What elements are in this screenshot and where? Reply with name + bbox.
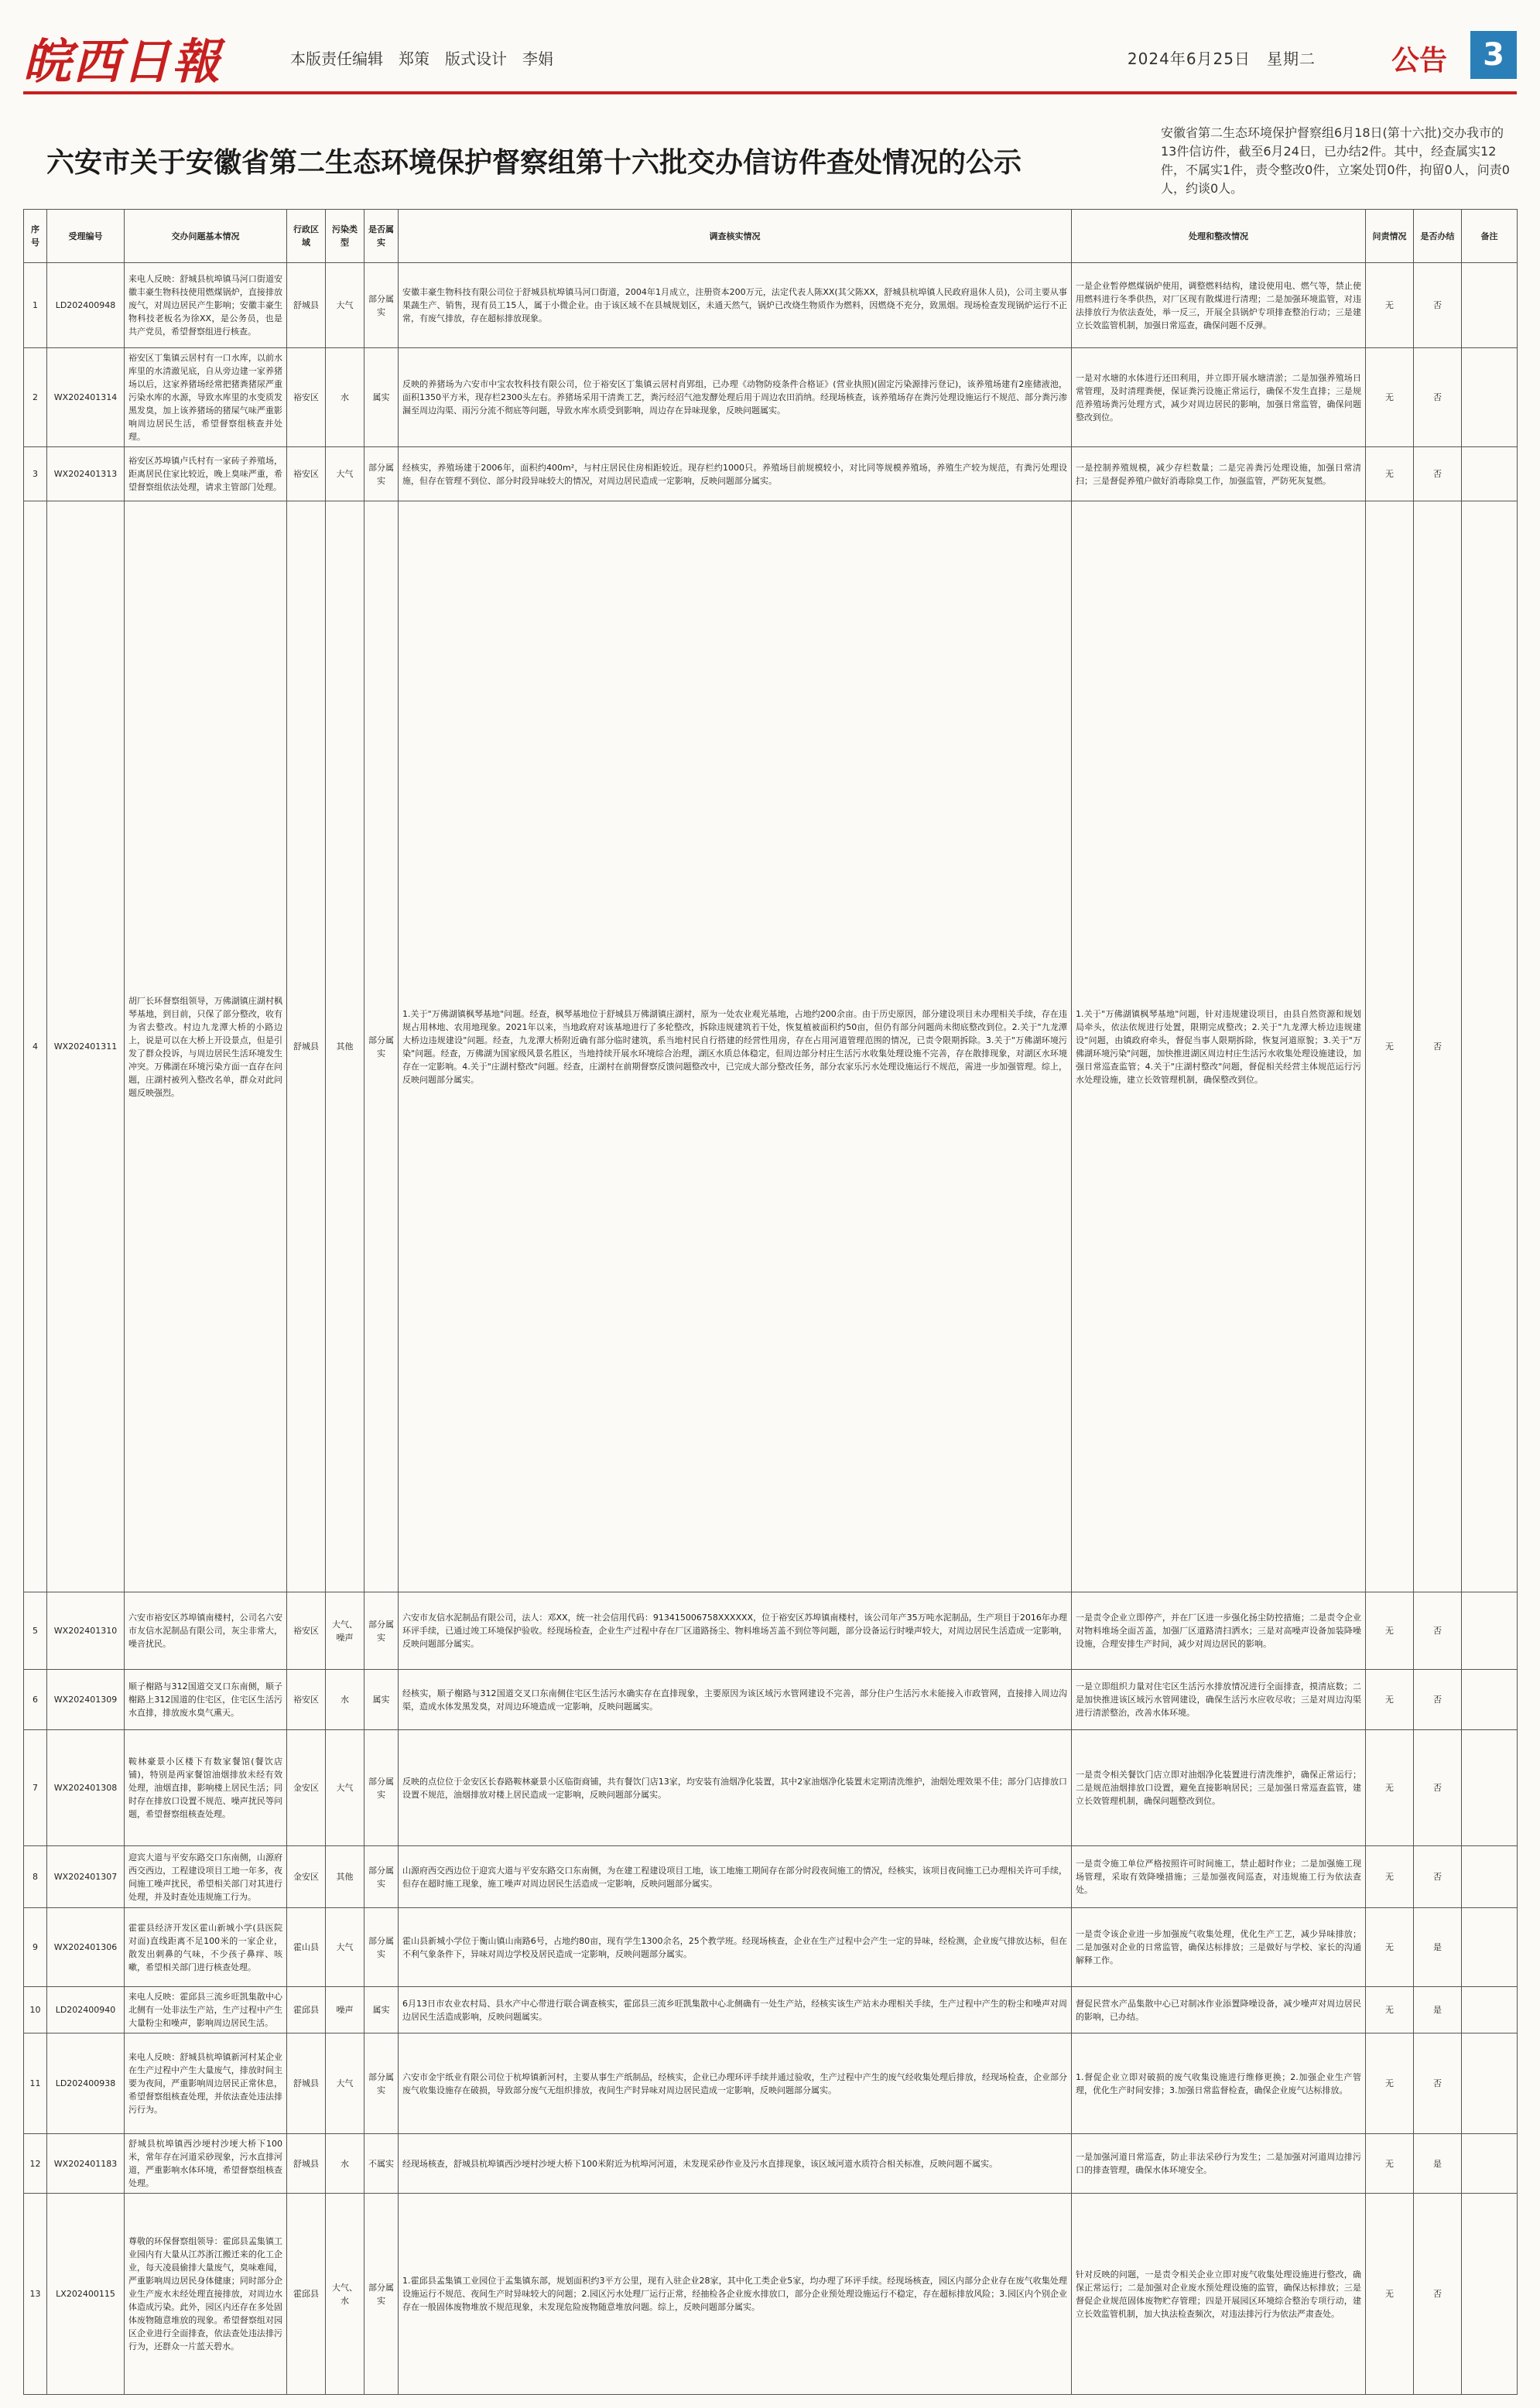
cell-pollution: 大气 [326,447,364,501]
table-row [24,1987,1518,2033]
cell-done: 是 [1414,1987,1462,2033]
complaints-table [23,209,1518,2395]
cell-pollution: 大气 [326,1908,364,1987]
cell-remark [1462,263,1518,348]
cell-no: 11 [24,2033,47,2134]
cell-done: 否 [1414,2194,1462,2395]
cell-accountability: 无 [1366,2134,1414,2194]
cell-accountability: 无 [1366,447,1414,501]
cell-pollution: 水 [326,1670,364,1730]
table-row [24,263,1518,348]
cell-no: 3 [24,447,47,501]
cell-problem: 胡厂长环督察组领导，万佛湖镇庄湖村枫琴基地，到目前，只保了部分整改，收有为省去整改。村边九龙潭大桥的小路边上，说是可以在大桥上开设景点，但是引发了群众投诉，与周边居民生活环境发生冲突。万佛湖在环境污染方面一直存在问题，庄湖村被列入整改名单，群众对此问题反映强烈。 [125,501,287,1592]
cell-truth: 部分属实 [364,2033,399,2134]
cell-action: 一是责令施工单位严格按照许可时间施工，禁止超时作业；二是加强施工现场管理，采取有效降噪措施；三是加强夜间巡查，对违规施工行为依法查处。 [1072,1846,1366,1908]
cell-investigation: 经核实，顺子榭路与312国道交叉口东南侧住宅区生活污水确实存在直排现象，主要原因为该区域污水管网建设不完善，部分住户生活污水未能接入市政管网，直接排入周边沟渠，造成水体发黑发臭，对周边环境造成一定影响，反映问题属实。 [399,1670,1072,1730]
cell-pollution: 水 [326,348,364,447]
newspaper-logo: 皖西日報 [23,33,222,90]
cell-done: 否 [1414,2033,1462,2134]
cell-truth: 不属实 [364,2134,399,2194]
cell-pollution: 其他 [326,501,364,1592]
cell-code: WX202401308 [47,1730,125,1846]
cell-done: 否 [1414,263,1462,348]
cell-code: LD202400938 [47,2033,125,2134]
table-row [24,1592,1518,1670]
cell-investigation: 霍山县新城小学位于衡山镇山南路6号，占地约80亩，现有学生1300余名，25个教学班。经现场核查，企业在生产过程中会产生一定的异味，经检测，企业废气排放达标，但在不利气象条件下，异味对周边学校及居民造成一定影响，反映问题部分属实。 [399,1908,1072,1987]
cell-remark [1462,447,1518,501]
cell-pollution: 大气 [326,2033,364,2134]
cell-no: 4 [24,501,47,1592]
cell-done: 否 [1414,501,1462,1592]
cell-investigation: 经现场核查，舒城县杭埠镇西沙埂村沙埂大桥下100米附近为杭埠河河道，未发现采砂作业及污水直排现象，该区域河道水质符合相关标准，反映问题不属实。 [399,2134,1072,2194]
cell-truth: 部分属实 [364,501,399,1592]
cell-accountability: 无 [1366,2033,1414,2134]
page-number-badge: 3 [1470,31,1517,79]
cell-truth: 部分属实 [364,1846,399,1908]
cell-code: LD202400940 [47,1987,125,2033]
cell-investigation: 山源府西交西边位于迎宾大道与平安东路交口东南侧，为在建工程建设项目工地，该工地施工期间存在部分时段夜间施工的情况，经核实，该项目夜间施工已办理相关许可手续，但存在超时施工现象，施工噪声对周边居民生活造成一定影响，反映问题部分属实。 [399,1846,1072,1908]
cell-truth: 部分属实 [364,1592,399,1670]
cell-investigation: 经核实，养殖场建于2006年，面积约400m²，与村庄居民住房相距较近。现存栏约1000只。养殖场目前规模较小，对比同等规模养殖场，养殖生产较为规范，有粪污处理设施，但存在管理不到位、部分时段异味较大的情况，对周边居民造成一定影响，反映问题部分属实。 [399,447,1072,501]
cell-district: 舒城县 [287,2033,326,2134]
col-header-action: 处理和整改情况 [1072,210,1366,263]
cell-truth: 部分属实 [364,2194,399,2395]
cell-accountability: 无 [1366,263,1414,348]
col-header-truth: 是否属实 [364,210,399,263]
cell-problem: 来电人反映：舒城县杭埠镇新河村某企业在生产过程中产生大量废气，排放时间主要为夜间，严重影响周边居民正常休息，希望督察组核查处理，并依法查处违法排污行为。 [125,2033,287,2134]
cell-truth: 属实 [364,348,399,447]
cell-no: 13 [24,2194,47,2395]
table-row [24,1730,1518,1846]
col-header-done: 是否办结 [1414,210,1462,263]
cell-done: 否 [1414,1592,1462,1670]
cell-pollution: 噪声 [326,1987,364,2033]
cell-remark [1462,1846,1518,1908]
cell-district: 霍邱县 [287,1987,326,2033]
cell-district: 霍山县 [287,1908,326,1987]
cell-investigation: 六安市友信水泥制品有限公司，法人：邓XX，统一社会信用代码：913415006758XXXXXX，位于裕安区苏埠镇南楼村，该公司年产35万吨水泥制品，生产项目于2016年办理环评手续，已通过竣工环境保护验收。经现场检查，企业生产过程中存在厂区道路扬尘、物料堆场苫盖不到位等问题，部分设备运行时噪声较大，对周边居民生活造成一定影响，反映问题部分属实。 [399,1592,1072,1670]
cell-action: 针对反映的问题，一是责令相关企业立即对废气收集处理设施进行整改，确保正常运行；二是加强对企业废水预处理设施的监管，确保达标排放；三是督促企业规范固体废物贮存管理；四是开展园区环境综合整治专项行动，建立长效监管机制，加大执法检查频次，对违法排污行为依法严肃查处。 [1072,2194,1366,2395]
cell-district: 舒城县 [287,2134,326,2194]
cell-accountability: 无 [1366,1846,1414,1908]
cell-remark [1462,501,1518,1592]
cell-code: WX202401313 [47,447,125,501]
cell-action: 一是立即组织力量对住宅区生活污水排放情况进行全面排查，摸清底数；二是加快推进该区域污水管网建设，确保生活污水应收尽收；三是对周边沟渠进行清淤整治，改善水体环境。 [1072,1670,1366,1730]
cell-investigation: 反映的点位位于金安区长春路鞍林豪景小区临街商铺，共有餐饮门店13家，均安装有油烟净化装置，其中2家油烟净化装置未定期清洗维护，油烟处理效果不佳；部分门店排放口设置不规范，油烟排放对楼上居民造成一定影响，反映问题部分属实。 [399,1730,1072,1846]
cell-problem: 舒城县杭埠镇西沙埂村沙埂大桥下100米，常年存在河道采砂现象，污水直排河道，严重影响水体环境，希望督察组核查处理。 [125,2134,287,2194]
table-row [24,1670,1518,1730]
cell-problem: 来电人反映：舒城县杭埠镇马河口街道安徽丰豪生物科技使用燃煤锅炉，直接排放废气，对周边居民产生影响；安徽丰豪生物科技老板名为徐XX，是公务员，也是共产党员，希望督察组进行核查。 [125,263,287,348]
cell-investigation: 安徽丰豪生物科技有限公司位于舒城县杭埠镇马河口街道，2004年1月成立，注册资本200万元，法定代表人陈XX(其父陈XX，舒城县杭埠镇人民政府退休人员)，公司主要从事果蔬生产、销售，现有员工15人，属于小微企业。由于该区域不在县城规划区，未通天然气，锅炉已改烧生物质作为燃料，因燃烧不充分，致黑烟。现场检查发现锅炉运行不正常，有废气排放，存在超标排放现象。 [399,263,1072,348]
cell-code: LD202400948 [47,263,125,348]
cell-pollution: 其他 [326,1846,364,1908]
cell-remark [1462,1908,1518,1987]
cell-done: 否 [1414,1730,1462,1846]
masthead-rule [23,91,1517,94]
table-row [24,2134,1518,2194]
cell-action: 督促民营水产品集散中心已对制冰作业添置降噪设备，减少噪声对周边居民的影响，已办结。 [1072,1987,1366,2033]
cell-done: 否 [1414,1846,1462,1908]
cell-no: 7 [24,1730,47,1846]
cell-remark [1462,2194,1518,2395]
cell-investigation: 反映的养猪场为六安市中宝农牧科技有限公司，位于裕安区丁集镇云居村肖郢组，已办理《动物防疫条件合格证》(营业执照)(固定污染源排污登记)，该养殖场建有2座储液池，面积1350平方米，现存栏2300头左右。养猪场采用干清粪工艺，粪污经沼气池发酵处理后用于周边农田消纳。经现场核查，该养殖场存在粪污处理设施运行不规范、部分粪污渗漏至周边沟渠、雨污分流不彻底等问题，导致水库水质受到影响，周边存在异味现象，反映问题属实。 [399,348,1072,447]
cell-accountability: 无 [1366,1592,1414,1670]
cell-code: WX202401311 [47,501,125,1592]
cell-district: 裕安区 [287,447,326,501]
cell-accountability: 无 [1366,1730,1414,1846]
cell-code: WX202401309 [47,1670,125,1730]
table-row [24,2194,1518,2395]
cell-no: 8 [24,1846,47,1908]
cell-action: 一是加强河道日常巡查，防止非法采砂行为发生；二是加强对河道周边排污口的排查管理，确保水体环境安全。 [1072,2134,1366,2194]
cell-problem: 裕安区苏埠镇卢氏村有一家砖子养殖场，距离居民住家比较近，晚上臭味严重，希望督察组依法处理，请求主管部门处理。 [125,447,287,501]
col-header-accountability: 问责情况 [1366,210,1414,263]
table-row [24,447,1518,501]
cell-problem: 霍霍县经济开发区霍山新城小学(县医院对面)直线距离不足100米的一家企业，散发出刺鼻的气味，不少孩子鼻痒、咳嗽，希望相关部门进行核查处理。 [125,1908,287,1987]
table-row [24,1908,1518,1987]
cell-remark [1462,2134,1518,2194]
cell-no: 1 [24,263,47,348]
cell-problem: 鞍林豪景小区楼下有数家餐馆(餐饮店铺)，特别是两家餐馆油烟排放未经有效处理，油烟直排，影响楼上居民生活；同时存在排放口设置不规范、噪声扰民等问题，希望督察组核查处理。 [125,1730,287,1846]
cell-code: LX202400115 [47,2194,125,2395]
cell-code: WX202401314 [47,348,125,447]
col-header-pollution: 污染类型 [326,210,364,263]
cell-done: 是 [1414,2134,1462,2194]
cell-accountability: 无 [1366,2194,1414,2395]
cell-problem: 迎宾大道与平安东路交口东南侧，山源府西交西边，工程建设项目工地一年多，夜间施工噪声扰民，希望相关部门对其进行处理，并及时查处违规施工行为。 [125,1846,287,1908]
cell-pollution: 大气 [326,1730,364,1846]
cell-no: 6 [24,1670,47,1730]
cell-no: 9 [24,1908,47,1987]
cell-code: WX202401306 [47,1908,125,1987]
issue-date: 2024年6月25日 星期二 [1127,50,1316,68]
cell-district: 裕安区 [287,348,326,447]
cell-truth: 部分属实 [364,1730,399,1846]
cell-done: 是 [1414,1908,1462,1987]
cell-remark [1462,1730,1518,1846]
cell-no: 5 [24,1592,47,1670]
cell-investigation: 六安市金宇纸业有限公司位于杭埠镇新河村，主要从事生产纸制品，经核实，企业已办理环评手续并通过验收，生产过程中产生的废气经收集处理后排放，经现场检查，企业部分废气收集设施存在破损，导致部分废气无组织排放，夜间生产时异味对周边居民造成一定影响，反映问题部分属实。 [399,2033,1072,2134]
cell-pollution: 大气 [326,263,364,348]
col-header-problem: 交办问题基本情况 [125,210,287,263]
cell-district: 裕安区 [287,1670,326,1730]
article-intro: 安徽省第二生态环境保护督察组6月18日(第十六批)交办我市的13件信访件，截至6月24日，已办结2件。其中，经查属实12件，不属实1件，责令整改0件，立案处罚0件，拘留0人，问责0人，约谈0人。 [1161,125,1510,196]
cell-remark [1462,2033,1518,2134]
cell-problem: 尊敬的环保督察组领导：霍邱县孟集镇工业园内有大量从江苏浙江搬迁来的化工企业，每天凌晨偷排大量废气，臭味难闻，严重影响周边居民身体健康；同时部分企业生产废水未经处理直接排放，对周边水体造成污染。此外，园区内还存在多处固体废物随意堆放的现象。希望督察组对园区企业进行全面排查，依法查处违法排污行为，还群众一片蓝天碧水。 [125,2194,287,2395]
cell-pollution: 水 [326,2134,364,2194]
section-title: 公告 [1391,45,1447,77]
cell-district: 金安区 [287,1730,326,1846]
cell-action: 1.关于"万佛湖镇枫琴基地"问题，针对违规建设项目，由县自然资源和规划局牵头，依法依规进行处置，限期完成整改；2.关于"九龙潭大桥边违规建设"问题，由镇政府牵头，督促当事人限期拆除，恢复河道原貌；3.关于"万佛湖环境污染"问题，加快推进湖区周边村庄生活污水收集处理设施建设，加强日常巡查监管；4.关于"庄湖村整改"问题，督促相关经营主体规范运行污水处理设施，建立长效管理机制，确保整改到位。 [1072,501,1366,1592]
cell-done: 否 [1414,1670,1462,1730]
cell-district: 霍邱县 [287,2194,326,2395]
cell-accountability: 无 [1366,1670,1414,1730]
cell-district: 金安区 [287,1846,326,1908]
cell-pollution: 大气、噪声 [326,1592,364,1670]
cell-action: 一是责令企业立即停产，并在厂区进一步强化扬尘防控措施；二是责令企业对物料堆场全面苫盖，加强厂区道路清扫洒水；三是对高噪声设备加装降噪设施，合理安排生产时间，减少对周边居民的影响。 [1072,1592,1366,1670]
table-header-row [24,210,1518,263]
cell-truth: 属实 [364,1987,399,2033]
cell-done: 否 [1414,348,1462,447]
article-headline: 六安市关于安徽省第二生态环境保护督察组第十六批交办信访件查处情况的公示 [46,146,1022,179]
cell-code: WX202401183 [47,2134,125,2194]
cell-investigation: 1.关于"万佛湖镇枫琴基地"问题。经查，枫琴基地位于舒城县万佛湖镇庄湖村，原为一处农业观光基地，占地约200余亩。由于历史原因，部分建设项目未办理相关手续，存在违规占用林地、农用地现象。2021年以来，当地政府对该基地进行了多轮整改，拆除违规建筑若干处，恢复植被面积约50亩，但仍有部分问题尚未彻底整改到位。2.关于"九龙潭大桥边违规建设"问题。经查，九龙潭大桥附近确有部分临时建筑，系当地村民自行搭建的经营性用房，存在占用河道管理范围的情况，已责令限期拆除。3.关于"万佛湖环境污染"问题。经查，万佛湖为国家级风景名胜区，当地持续开展水环境综合治理，湖区水质总体稳定，但周边部分村庄生活污水收集处理设施不完善，存在散排现象，对湖区水环境存在一定影响。4.关于"庄湖村整改"问题。经查，庄湖村在前期督察反馈问题整改中，已完成大部分整改任务，部分农家乐污水处理设施运行不规范，需进一步加强管理。综上，反映问题部分属实。 [399,501,1072,1592]
cell-district: 裕安区 [287,1592,326,1670]
cell-action: 1.督促企业立即对破损的废气收集设施进行维修更换；2.加强企业生产管理，优化生产时间安排；3.加强日常监督检查，确保企业废气达标排放。 [1072,2033,1366,2134]
col-header-no: 序号 [24,210,47,263]
cell-problem: 六安市裕安区苏埠镇南楼村，公司名六安市友信水泥制品有限公司，灰尘非常大，噪音扰民。 [125,1592,287,1670]
cell-action: 一是控制养殖规模，减少存栏数量；二是完善粪污处理设施，加强日常清扫；三是督促养殖户做好消毒除臭工作，加强监管，严防死灰复燃。 [1072,447,1366,501]
cell-remark [1462,1592,1518,1670]
cell-no: 10 [24,1987,47,2033]
cell-action: 一是责令相关餐饮门店立即对油烟净化装置进行清洗维护，确保正常运行；二是规范油烟排放口设置，避免直接影响居民；三是加强日常巡查监管，建立长效管理机制，确保问题整改到位。 [1072,1730,1366,1846]
editor-credits: 本版责任编辑 郑策 版式设计 李娟 [290,50,553,68]
col-header-investigation: 调查核实情况 [399,210,1072,263]
cell-truth: 部分属实 [364,263,399,348]
cell-action: 一是企业暂停燃煤锅炉使用，调整燃料结构，建设使用电、燃气等，禁止使用燃料进行冬季供热，对厂区现有散煤进行清理；二是加强环境监管，对违法排放行为依法查处，举一反三，开展全县锅炉专项排查整治行动；三是建立长效监管机制，加强日常巡查，确保问题不反弹。 [1072,263,1366,348]
cell-accountability: 无 [1366,501,1414,1592]
cell-problem: 裕安区丁集镇云居村有一口水库，以前水库里的水清澈见底，自从旁边建一家养猪场以后，这家养猪场经常把猪粪猪尿严重污染水库的水源，导致水库里的水变质发黑发臭，加上该养猪场的猪屎气味严重影响周边居民生活，希望督察组核查并处理。 [125,348,287,447]
table-row [24,1846,1518,1908]
masthead [23,23,1517,132]
cell-problem: 顺子榭路与312国道交叉口东南侧，顺子榭路上312国道的住宅区，住宅区生活污水直排，排放废水臭气熏天。 [125,1670,287,1730]
table-row [24,348,1518,447]
cell-code: WX202401307 [47,1846,125,1908]
cell-no: 2 [24,348,47,447]
col-header-remark: 备注 [1462,210,1518,263]
col-header-code: 受理编号 [47,210,125,263]
cell-accountability: 无 [1366,1908,1414,1987]
cell-investigation: 1.霍邱县孟集镇工业园位于孟集镇东部，规划面积约3平方公里，现有入驻企业28家，其中化工类企业5家，均办理了环评手续。经现场核查，园区内部分企业存在废气收集处理设施运行不规范、夜间生产时异味较大的问题；2.园区污水处理厂运行正常，经抽检各企业废水排放口，部分企业预处理设施运行不稳定，存在超标排放风险；3.园区内个别企业存在一般固体废物堆放不规范现象，未发现危险废物随意堆放问题。综上，反映问题部分属实。 [399,2194,1072,2395]
cell-truth: 属实 [364,1670,399,1730]
cell-truth: 部分属实 [364,1908,399,1987]
cell-code: WX202401310 [47,1592,125,1670]
cell-no: 12 [24,2134,47,2194]
col-header-district: 行政区域 [287,210,326,263]
cell-truth: 部分属实 [364,447,399,501]
table-row [24,2033,1518,2134]
cell-district: 舒城县 [287,263,326,348]
cell-action: 一是责令该企业进一步加强废气收集处理，优化生产工艺，减少异味排放；二是加强对企业的日常监管，确保达标排放；三是做好与学校、家长的沟通解释工作。 [1072,1908,1366,1987]
cell-district: 舒城县 [287,501,326,1592]
cell-done: 否 [1414,447,1462,501]
cell-remark [1462,1987,1518,2033]
cell-accountability: 无 [1366,1987,1414,2033]
cell-investigation: 6月13日市农业农村局、县水产中心带进行联合调查核实，霍邱县三流乡旺凯集散中心北侧确有一处生产站，经核实该生产站未办理相关手续，生产过程中产生的粉尘和噪声对周边居民生活造成影响，反映问题属实。 [399,1987,1072,2033]
cell-remark [1462,348,1518,447]
cell-accountability: 无 [1366,348,1414,447]
cell-remark [1462,1670,1518,1730]
cell-action: 一是对水塘的水体进行还田利用，并立即开展水塘清淤；二是加强养殖场日常管理，及时清理粪便，保证粪污设施正常运行，确保不发生直排；三是规范养殖场粪污处理方式，减少对周边居民的影响，加强日常监管，确保问题整改到位。 [1072,348,1366,447]
cell-problem: 来电人反映：霍邱县三流乡旺凯集散中心北侧有一处非法生产站，生产过程中产生大量粉尘和噪声，影响周边居民生活。 [125,1987,287,2033]
cell-pollution: 大气、水 [326,2194,364,2395]
table-row [24,501,1518,1592]
